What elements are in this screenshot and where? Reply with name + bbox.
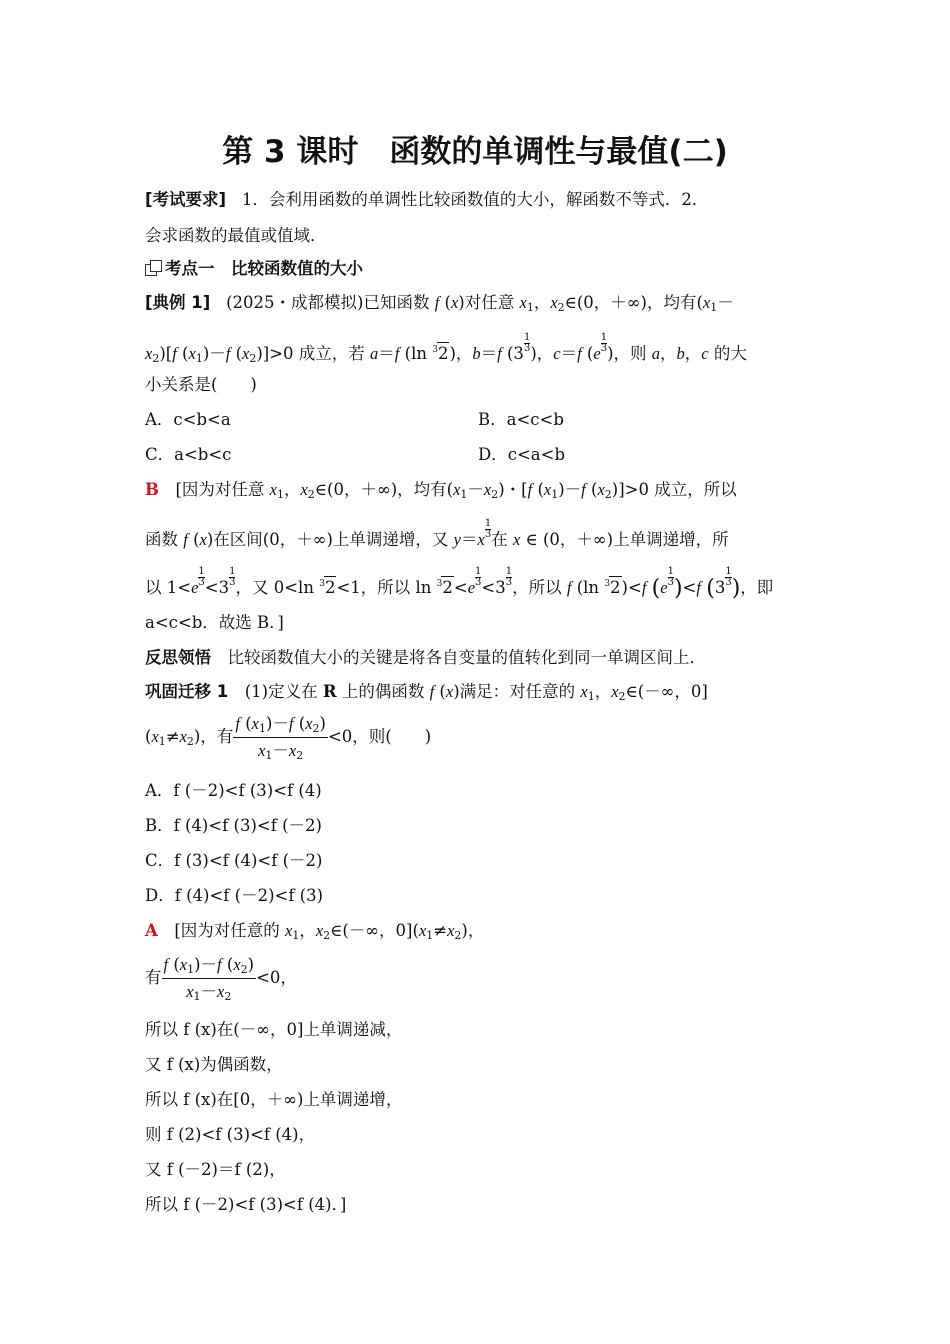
example-solution-line-2: 函数 f (x)在区间(0，＋∞)上单调递增，又 y＝x $\frac{1}{3}$ 在 x ∈ (0，＋∞)上单调递增，所 (145, 518, 729, 549)
example-source: (2025・成都模拟) (226, 293, 364, 312)
example-option-a: A．c<b<a (145, 410, 231, 429)
practice-option-c: C．f (3)<f (4)<f (－2) (145, 851, 323, 870)
page-title: 第 3 课时 函数的单调性与最值(二) (222, 134, 728, 170)
example-answer-letter: B (145, 480, 159, 499)
exam-requirement-line-2 (145, 225, 327, 247)
example-1-line-3: 小关系是( ) (145, 375, 257, 394)
practice-option-d: D．f (4)<f (－2)<f (3) (145, 886, 324, 905)
example-option-c: C．a<b<c (145, 445, 232, 464)
example-solution-line-1: B [因为对任意 $x_1$，$x_2\in(0$，＋∞)，均有$(x_1-x_2)$・[f $(x_1)-f$ $(x_2)]>0$ 成立，所以 (145, 480, 737, 501)
example-1-line-1: [典例 1] (2025・成都模拟)已知函数 f (x)对任意 $x_1$，$x_2\in(0$，＋∞)，均有($x_1-$ (145, 293, 734, 314)
practice-step-4: 则 f (2)<f (3)<f (4)， (145, 1125, 316, 1144)
practice-step-5: 又 f (－2)＝f (2)， (145, 1160, 286, 1179)
practice-solution-line-1: A [因为对任意的 $x_1$，$x_2\in(-\infty$，$0](x_1\ne x_2)$， (145, 921, 485, 942)
example-label: [典例 1] (145, 293, 211, 312)
practice-step-2: 又 f (x)为偶函数， (145, 1055, 283, 1074)
practice-label: 巩固迁移 1 (145, 682, 229, 701)
practice-option-b: B．f (4)<f (3)<f (－2) (145, 816, 322, 835)
practice-1-line-2: $(x_1\ne x_2)$，有 $\frac{f (x_1)-f (x_2)}{x_1-x_2}$ <0，则( ) (145, 714, 432, 762)
practice-solution-line-2: 有 $\frac{f (x_1)-f (x_2)}{x_1-x_2}$ <0， (145, 955, 297, 1003)
practice-option-a: A．f (－2)<f (3)<f (4) (145, 781, 322, 800)
reflection-line (145, 647, 706, 669)
reflection-label: 反思领悟 (145, 648, 211, 667)
example-option-d: D．c<a<b (478, 445, 566, 464)
practice-step-3: 所以 f (x)在[0，＋∞)上单调递增， (145, 1090, 403, 1109)
example-1-line-2: $x_2)[f$ $(x_1)-f$ $(x_2)]>0$ 成立，若 a＝f (ln $^3$2)，b＝f (3 $\frac{1}{3}$ )，c＝f (e $\frac{1}{3}$ )，则 a，b，c 的大 (145, 332, 747, 365)
example-solution-line-4: a<c<b．故选 B．] (145, 613, 284, 632)
example-option-b: B．a<c<b (478, 410, 564, 429)
section-heading-text: 考点一 比较函数值的大小 (165, 259, 363, 278)
requirement-text-2: 会求函数的最值或值域． (145, 226, 327, 245)
requirement-label: [考试要求] (145, 190, 227, 209)
reflection-text: 比较函数值大小的关键是将各自变量的值转化到同一单调区间上． (227, 648, 706, 667)
practice-1-line-1: 巩固迁移 1 (1)定义在 R 上的偶函数 f (x)满足：对任意的 $x_1$，$x_2\in(-\infty$，0] (145, 682, 708, 703)
section-heading-1 (145, 258, 363, 280)
practice-answer-letter: A (145, 921, 158, 940)
practice-step-1: 所以 f (x)在(－∞，0]上单调递减， (145, 1020, 403, 1039)
section-marker-icon (145, 260, 163, 276)
practice-step-6: 所以 f (－2)<f (3)<f (4)．] (145, 1195, 347, 1214)
example-solution-line-3: 以 1<e $\frac{1}{3}$ <3 $\frac{1}{3}$ ，又 0<ln $^3$2<1，所以 ln $^3$2<e $\frac{1}{3}$ <3 $\frac{1}{3}$ ，所以 f (ln $^3$2)<f (e $\frac{1}{3}$ )<f (3 $\frac{1}{3}$ )，即 (145, 566, 774, 601)
exam-requirement-line-1 (145, 189, 708, 211)
requirement-text-1: 1．会利用函数的单调性比较函数值的大小，解函数不等式．2． (241, 190, 709, 209)
